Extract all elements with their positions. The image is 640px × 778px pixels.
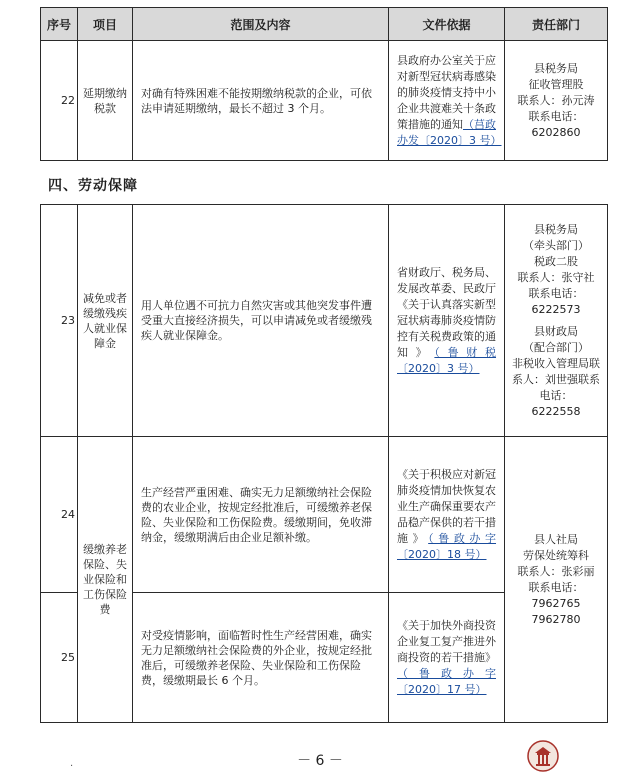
dept-line: 联系电话：: [528, 580, 584, 594]
row-basis: [389, 205, 505, 437]
basis-doc-ref[interactable]: （鲁政办字〔2020〕17 号）: [397, 666, 496, 696]
table-row: [41, 205, 608, 437]
section-heading: 四、劳动保障: [48, 178, 138, 194]
dept-line: 劳保处统筹科: [523, 548, 589, 562]
row-scope: 对确有特殊困难不能按期缴纳税款的企业，可依法申请延期缴纳，最长不超过 3 个月。: [133, 41, 389, 161]
row-scope: 生产经营严重困难、确实无力足额缴纳社会保险费的农业企业，按规定经批准后，可缓缴养老保险、失业保险和工伤保险费。缓缴期间，免收滞纳金，缓缴期满后由企业足额补缴。: [133, 437, 389, 593]
table-row: [41, 41, 608, 161]
row-scope: 用人单位遇不可抗力自然灾害或其他突发事件遭受重大直接经济损失，可以申请减免或者缓缴残疾人就业保障金。: [133, 205, 389, 437]
header-dept: 责任部门: [505, 8, 608, 41]
dept-line: 7962765: [531, 596, 581, 610]
policy-table-top: [40, 7, 608, 161]
dept-line: （牵头部门）: [523, 238, 589, 252]
dept-line: 县财政局: [534, 324, 578, 338]
red-seal-logo-icon: [527, 740, 559, 772]
header-item: 项目: [78, 8, 133, 41]
page-number: － 6 －: [297, 753, 343, 769]
dept-line: 6202860: [531, 125, 581, 139]
policy-table-labor: [40, 204, 608, 723]
row-dept: [505, 205, 608, 437]
basis-text: 省财政厅、税务局、发展改革委、民政厅《关于认真落实新型冠状病毒肺炎疫情防控有关税费政策的通知》: [397, 265, 496, 359]
row-number: 23: [41, 205, 78, 437]
footer-dot: .: [70, 758, 74, 769]
dept-line: 6222558: [531, 404, 581, 418]
row-scope: 对受疫情影响，面临暂时性生产经营困难，确实无力足额缴纳社会保险费的外企业，按规定经批准后，可缓缴养老保险、失业保险和工伤保险费，缓缴期最长 6 个月。: [133, 593, 389, 723]
row-dept: [505, 41, 608, 161]
dept-line: 联系人：张守社: [517, 270, 595, 284]
dept-line: 县人社局: [534, 532, 578, 546]
dept-line: 6222573: [531, 302, 581, 316]
table-row: [41, 437, 608, 593]
dept-line: 县税务局: [534, 222, 578, 236]
basis-doc-ref[interactable]: （鲁政办字〔2020〕18 号）: [397, 531, 497, 561]
basis-doc-ref[interactable]: （鲁财税〔2020〕3 号）: [397, 345, 497, 375]
row-number: 24: [41, 437, 78, 593]
row-number: 25: [41, 593, 78, 723]
row-number: 22: [41, 41, 78, 161]
basis-text: 县政府办公室关于应对新型冠状病毒感染的肺炎疫情支持中小企业共渡难关十条政策措施的通知: [397, 53, 496, 131]
dept-line: 联系人：张彩丽: [517, 564, 595, 578]
dept-line: 联系电话：: [528, 109, 584, 123]
row-dept-merged: [505, 437, 608, 723]
basis-text: 《关于加快外商投资企业复工复产推进外商投资的若干措施》: [397, 618, 496, 664]
header-basis: 文件依据: [389, 8, 505, 41]
row-item: 延期缴纳税款: [78, 41, 133, 161]
row-basis: [389, 41, 505, 161]
dept-line: 联系人：孙元涛: [517, 93, 595, 107]
dept-line: 联系电话：: [528, 286, 584, 300]
dept-line: （配合部门）: [523, 340, 589, 354]
row-item-merged: 缓缴养老保险、失业保险和工伤保险费: [78, 437, 133, 723]
row-item: 减免或者缓缴残疾人就业保障金: [78, 205, 133, 437]
header-no: 序号: [41, 8, 78, 41]
basis-text: 《关于积极应对新冠肺炎疫情加快恢复农业生产确保重要农产品稳产保供的若干措施》: [397, 467, 496, 545]
dept-line: 7962780: [531, 612, 581, 626]
dept-line: 县税务局: [534, 61, 578, 75]
row-basis: [389, 593, 505, 723]
header-scope: 范围及内容: [133, 8, 389, 41]
dept-line: 税政二股: [534, 254, 578, 268]
dept-line: 非税收入管理局联系人：刘世强联系电话：: [512, 356, 600, 402]
dept-line: 征收管理股: [528, 77, 584, 91]
basis-doc-ref[interactable]: （莒政办发〔2020〕3 号）: [397, 117, 502, 147]
table-header-row: [41, 8, 608, 41]
row-basis: [389, 437, 505, 593]
